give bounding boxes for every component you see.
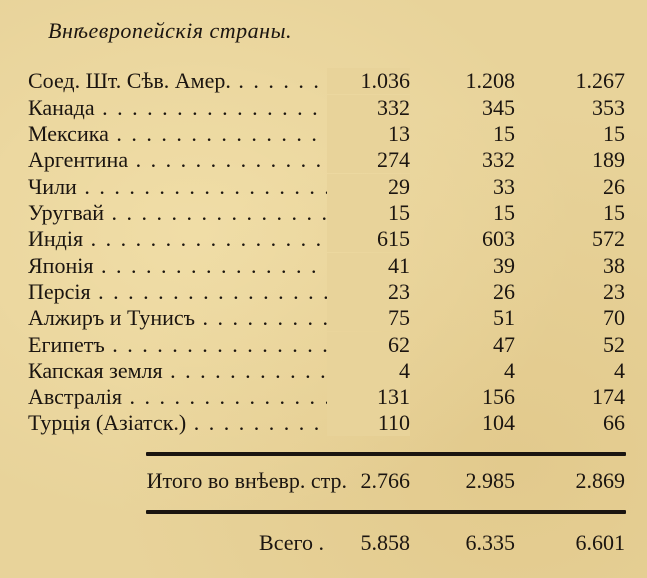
- table-row: [0, 174, 647, 200]
- table-row: [0, 332, 647, 358]
- country-name: Мексика . . .: [28, 121, 383, 147]
- value-col-1: 23: [327, 279, 410, 305]
- country-name: Соед. Шт. Сѣв. Амер. . . .: [28, 68, 383, 94]
- country-name: Чили . . .: [28, 174, 383, 200]
- value-col-2: 26: [493, 279, 515, 304]
- value-col-2: 47: [493, 332, 515, 357]
- value-col-3: 15: [603, 200, 625, 225]
- value-col-2: 4: [504, 358, 515, 383]
- value-col-1: 110: [327, 410, 410, 436]
- value-col-2: 15: [493, 121, 515, 146]
- table-row: [0, 200, 647, 226]
- table-row: [0, 358, 647, 384]
- value-col-2: 51: [493, 305, 515, 330]
- value-col-3: 38: [603, 253, 625, 278]
- value-col-3: 23: [603, 279, 625, 304]
- country-name: Капская земля . . .: [28, 358, 383, 384]
- table-row: [0, 305, 647, 331]
- value-col-1: 62: [327, 332, 410, 358]
- value-col-3: 1.267: [575, 68, 625, 93]
- subtotal-row: [0, 468, 647, 494]
- total-label: Всего .: [259, 530, 324, 555]
- country-name: Аргентина . . .: [28, 147, 383, 173]
- total-col-2: 6.335: [465, 530, 515, 555]
- total-row: [0, 530, 647, 556]
- value-col-3: 52: [603, 332, 625, 357]
- table-row: [0, 121, 647, 147]
- value-col-2: 104: [482, 410, 515, 435]
- country-name: Японія . . .: [28, 253, 383, 279]
- country-name: Персія . . .: [28, 279, 383, 305]
- value-col-2: 1.208: [465, 68, 515, 93]
- value-col-1: 615: [327, 226, 410, 252]
- value-col-2: 345: [482, 95, 515, 120]
- country-name: Алжиръ и Тунисъ . . .: [28, 305, 383, 331]
- value-col-1: 29: [327, 174, 410, 200]
- value-col-1: 4: [327, 358, 410, 384]
- divider-rule: [146, 510, 626, 514]
- value-col-1: 332: [327, 95, 410, 121]
- subtotal-col-2: 2.985: [465, 468, 515, 493]
- table-row: [0, 147, 647, 173]
- value-col-2: 33: [493, 174, 515, 199]
- value-col-3: 26: [603, 174, 625, 199]
- total-col-3: 6.601: [575, 530, 625, 555]
- subtotal-label: Итого во внѣевр. стр.: [146, 468, 347, 493]
- value-col-3: 174: [592, 384, 625, 409]
- value-col-2: 156: [482, 384, 515, 409]
- table-row: [0, 384, 647, 410]
- value-col-3: 189: [592, 147, 625, 172]
- value-col-1: 13: [327, 121, 410, 147]
- divider-rule: [146, 452, 626, 456]
- total-col-1: 5.858: [360, 530, 410, 555]
- value-col-3: 4: [614, 358, 625, 383]
- value-col-1: 131: [327, 384, 410, 410]
- country-name: Австралія . . .: [28, 384, 383, 410]
- table-row: [0, 410, 647, 436]
- value-col-1: 274: [327, 147, 410, 173]
- section-heading: Внѣевропейскія страны.: [48, 18, 292, 43]
- value-col-3: 572: [592, 226, 625, 251]
- value-col-3: 70: [603, 305, 625, 330]
- table-row: [0, 226, 647, 252]
- value-col-1: 41: [327, 253, 410, 279]
- value-col-2: 39: [493, 253, 515, 278]
- subtotal-col-1: 2.766: [360, 468, 410, 493]
- value-col-2: 15: [493, 200, 515, 225]
- table-row: [0, 253, 647, 279]
- value-col-2: 603: [482, 226, 515, 251]
- country-name: Уругвай . . .: [28, 200, 383, 226]
- country-name: Турція (Азіатск.) . . .: [28, 410, 383, 436]
- value-col-1: 75: [327, 305, 410, 331]
- subtotal-col-3: 2.869: [575, 468, 625, 493]
- table-row: [0, 95, 647, 121]
- value-col-3: 353: [592, 95, 625, 120]
- value-col-1: 1.036: [327, 68, 410, 94]
- country-name: Египетъ . . .: [28, 332, 383, 358]
- table-row: [0, 68, 647, 94]
- value-col-3: 15: [603, 121, 625, 146]
- value-col-2: 332: [482, 147, 515, 172]
- value-col-1: 15: [327, 200, 410, 226]
- table-row: [0, 279, 647, 305]
- value-col-3: 66: [603, 410, 625, 435]
- country-name: Индія . . .: [28, 226, 383, 252]
- country-name: Канада . . .: [28, 95, 383, 121]
